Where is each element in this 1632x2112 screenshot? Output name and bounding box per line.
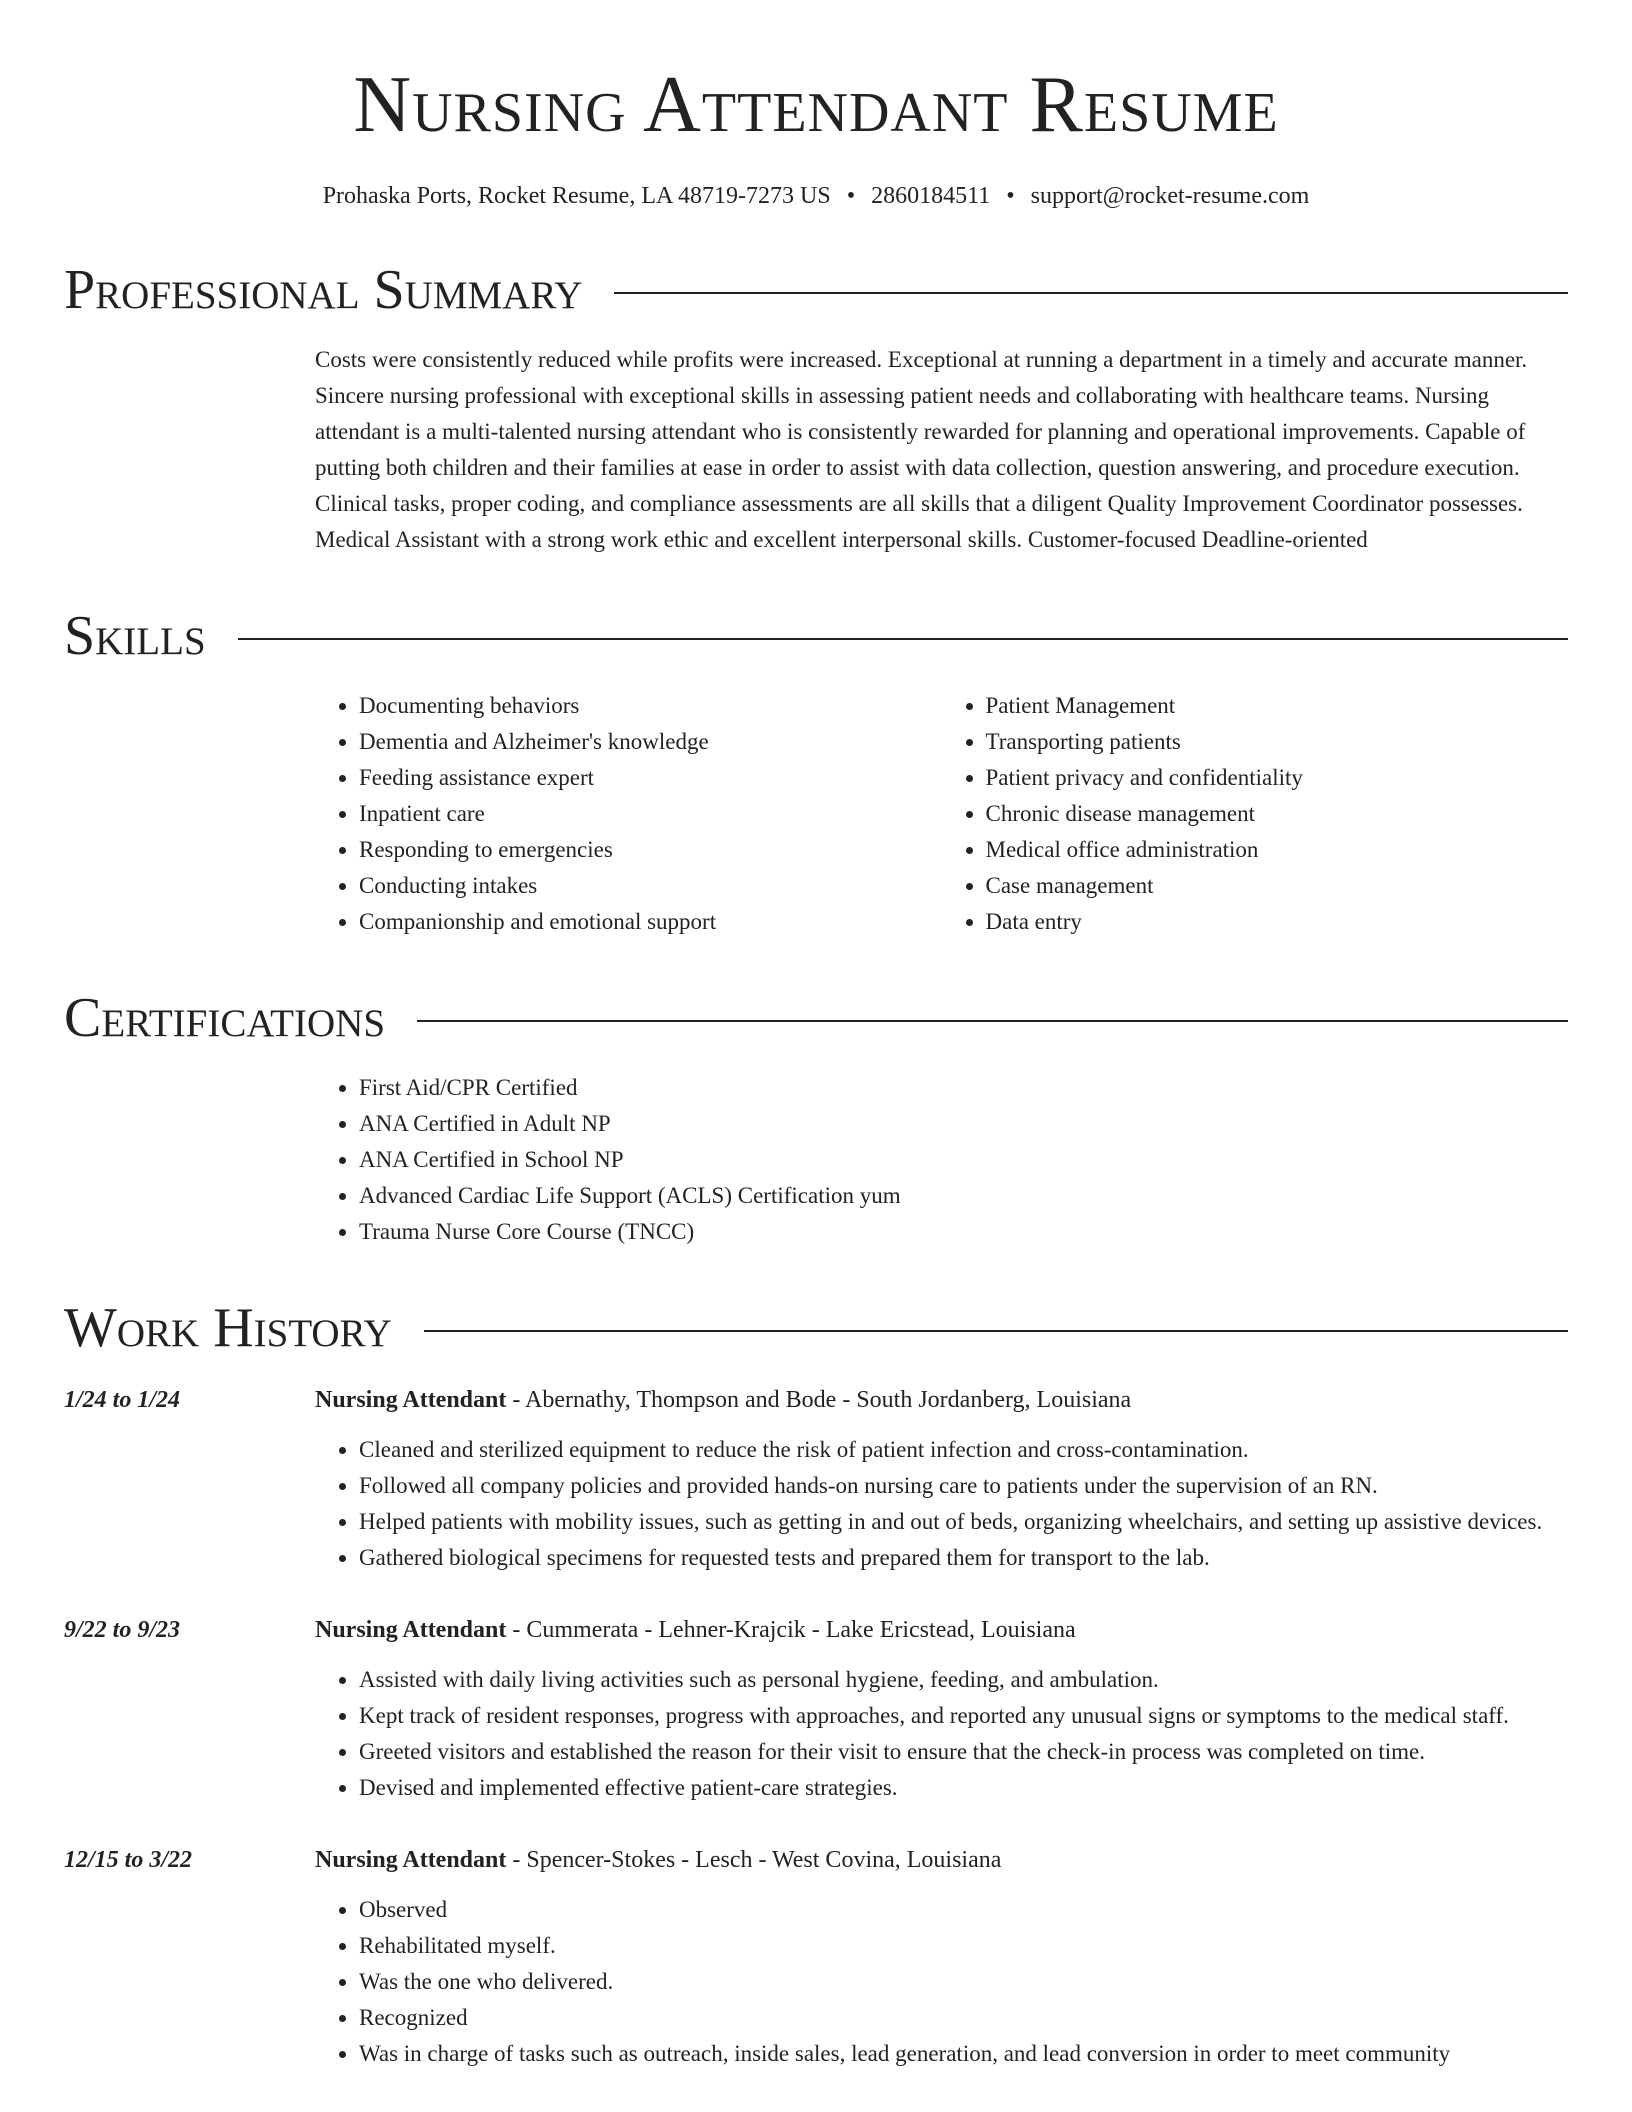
- section-heading: Certifications: [64, 987, 386, 1049]
- section-work-history: [64, 1298, 1568, 1358]
- contact-separator: •: [1006, 183, 1015, 209]
- job-body: [315, 1612, 1568, 1806]
- job-duty: • Helped patients with mobility issues, such as getting in and out of beds, organizing wheelchairs, and setting up assistive devices.: [359, 1504, 1568, 1540]
- job-body: [315, 1382, 1568, 1576]
- job-duty: • Cleaned and sterilized equipment to reduce the risk of patient infection and cross-contamination.: [359, 1432, 1568, 1468]
- job-headline: [315, 1612, 1568, 1648]
- job-dates: 9/22 to 9/23: [64, 1617, 181, 1643]
- job-duties: [315, 1892, 1568, 2072]
- certification-item: • Trauma Nurse Core Course (TNCC): [359, 1214, 1568, 1250]
- skill-item: • Responding to emergencies: [359, 832, 942, 868]
- skill-item: • Transporting patients: [986, 724, 1569, 760]
- certification-item: • Advanced Cardiac Life Support (ACLS) Certification yum: [359, 1178, 1568, 1214]
- resume-page: [64, 0, 1568, 2072]
- skill-item: • Feeding assistance expert: [359, 760, 942, 796]
- skill-item: • Data entry: [986, 904, 1569, 940]
- job-entry: [64, 1612, 1568, 1806]
- job-dates: 12/15 to 3/22: [64, 1847, 193, 1873]
- certifications-block: [315, 1070, 1568, 1250]
- contact-separator: •: [846, 183, 856, 209]
- job-role: Nursing Attendant: [315, 1617, 507, 1643]
- job-duty: • Was the one who delivered.: [359, 1964, 1568, 2000]
- contact-line: [64, 180, 1568, 212]
- job-duty: • Gathered biological specimens for requested tests and prepared them for transport to the lab.: [359, 1540, 1568, 1576]
- certification-item: • ANA Certified in Adult NP: [359, 1106, 1568, 1142]
- job-duty: • Followed all company policies and provided hands-on nursing care to patients under the supervision of an RN.: [359, 1468, 1568, 1504]
- job-duty: • Observed: [359, 1892, 1568, 1928]
- job-entry: [64, 1842, 1568, 2072]
- job-duty: • Rehabilitated myself.: [359, 1928, 1568, 1964]
- job-duty: • Kept track of resident responses, progress with approaches, and reported any unusual signs or symptoms to the medical staff.: [359, 1698, 1568, 1734]
- skill-item: • Dementia and Alzheimer's knowledge: [359, 724, 942, 760]
- job-details: - Cummerata - Lehner-Krajcik - Lake Ericstead, Louisiana: [506, 1617, 1076, 1643]
- section-rule: [424, 1330, 1568, 1332]
- contact-address: Prohaska Ports, Rocket Resume, LA 48719-7273 US: [322, 183, 831, 209]
- job-duty: • Assisted with daily living activities such as personal hygiene, feeding, and ambulation.: [359, 1662, 1568, 1698]
- job-details: - Spencer-Stokes - Lesch - West Covina, Louisiana: [506, 1847, 1002, 1873]
- summary-text: Costs were consistently reduced while profits were increased. Exceptional at running a department in a timely and accurate manner. Sincere nursing professional with exceptional skills in assessing patient needs and collaborating with healthcare teams. Nursing attendant is a multi-talented nursing attendant who is consistently rewarded for planning and operational improvements. Capable of putting both children and their families at ease in order to assist with data collection, question answering, and procedure execution. Clinical tasks, proper coding, and compliance assessments are all skills that a diligent Quality Improvement Coordinator possesses. Medical Assistant with a strong work ethic and excellent interpersonal skills. Customer-focused Deadline-oriented: [315, 347, 1528, 552]
- job-duty: • Was in charge of tasks such as outreach, inside sales, lead generation, and lead conversion in order to meet community: [359, 2036, 1568, 2072]
- skill-item: • Case management: [986, 868, 1569, 904]
- contact-phone: 2860184511: [871, 183, 991, 209]
- job-duty: • Greeted visitors and established the reason for their visit to ensure that the check-in process was completed on time.: [359, 1734, 1568, 1770]
- skill-item: • Patient Management: [986, 688, 1569, 724]
- certifications-list: [315, 1070, 1568, 1250]
- job-duties: [315, 1432, 1568, 1576]
- section-skills: [64, 606, 1568, 666]
- job-dates: 1/24 to 1/24: [64, 1387, 181, 1413]
- certification-item: • ANA Certified in School NP: [359, 1142, 1568, 1178]
- skill-item: • Medical office administration: [986, 832, 1569, 868]
- job-details: - Abernathy, Thompson and Bode - South Jordanberg, Louisiana: [506, 1387, 1132, 1413]
- section-rule: [614, 292, 1568, 294]
- section-rule: [417, 1020, 1568, 1022]
- section-heading: Skills: [64, 605, 206, 667]
- job-duties: [315, 1662, 1568, 1806]
- skill-item: • Conducting intakes: [359, 868, 942, 904]
- job-role: Nursing Attendant: [315, 1387, 507, 1413]
- job-headline: [315, 1842, 1568, 1878]
- job-duty: • Devised and implemented effective patient-care strategies.: [359, 1770, 1568, 1806]
- skills-columns: [315, 688, 1568, 940]
- job-body: [315, 1842, 1568, 2072]
- job-duty: • Recognized: [359, 2000, 1568, 2036]
- section-heading: Work History: [64, 1297, 392, 1359]
- section-certifications: [64, 988, 1568, 1048]
- skills-list-right: [942, 688, 1569, 940]
- contact-email[interactable]: support@rocket-resume.com: [1030, 183, 1310, 209]
- skill-item: • Inpatient care: [359, 796, 942, 832]
- skill-item: • Companionship and emotional support: [359, 904, 942, 940]
- section-heading: Professional Summary: [64, 259, 583, 321]
- resume-title: Nursing Attendant Resume: [353, 61, 1279, 149]
- skill-item: • Chronic disease management: [986, 796, 1569, 832]
- skill-item: • Patient privacy and confidentiality: [986, 760, 1569, 796]
- section-rule: [238, 638, 1568, 640]
- job-role: Nursing Attendant: [315, 1847, 507, 1873]
- certification-item: • First Aid/CPR Certified: [359, 1070, 1568, 1106]
- job-headline: [315, 1382, 1568, 1418]
- section-professional-summary: [64, 260, 1568, 320]
- skill-item: • Documenting behaviors: [359, 688, 942, 724]
- job-entry: [64, 1382, 1568, 1576]
- skills-list-left: [315, 688, 942, 940]
